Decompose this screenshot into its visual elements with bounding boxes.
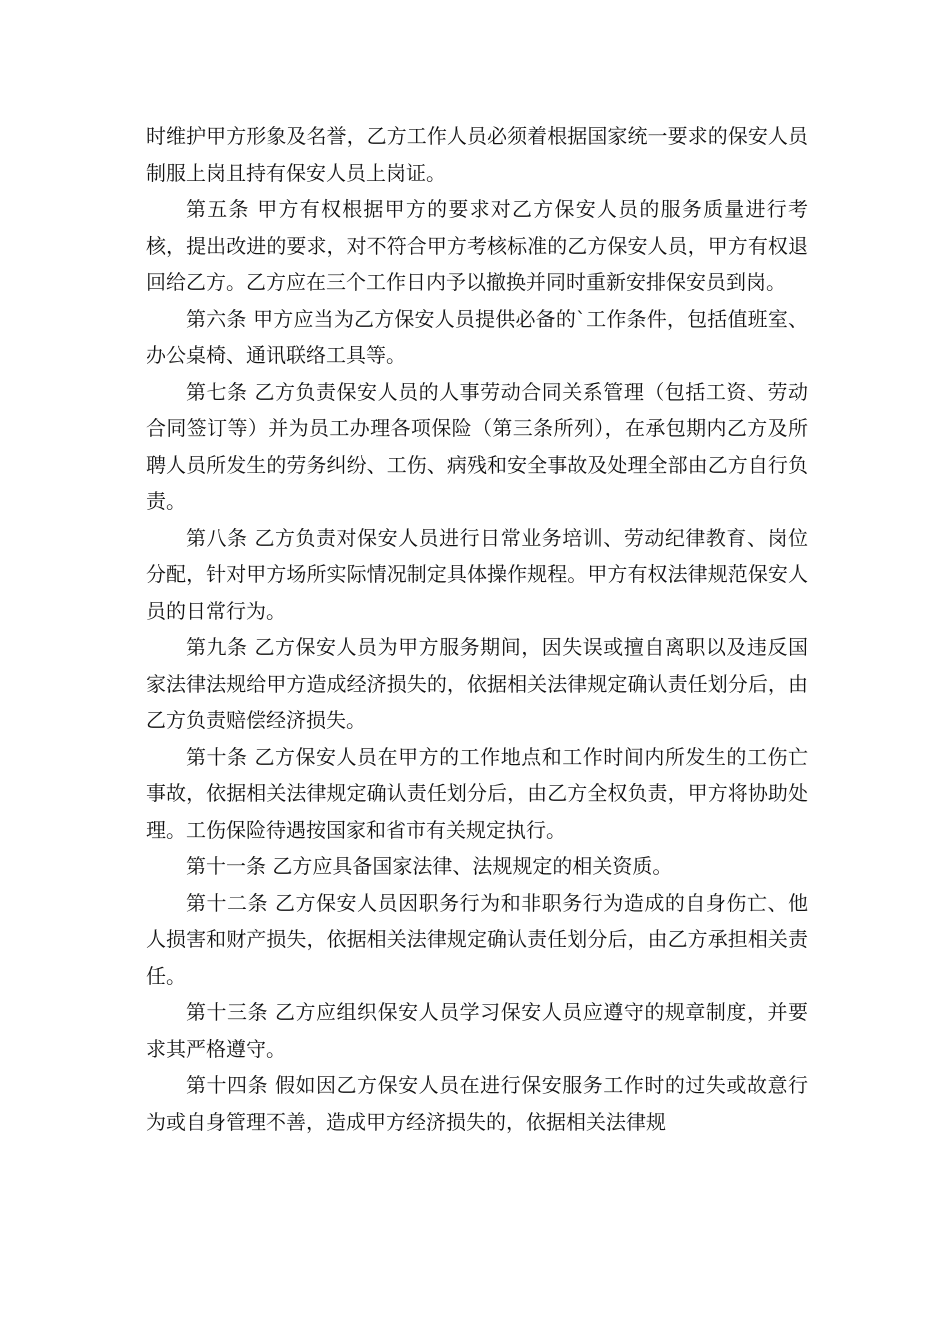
- paragraph-article-14: 第十四条 假如因乙方保安人员在进行保安服务工作时的过失或故意行为或自身管理不善，造成甲方经济损失的，依据相关法律规: [146, 1073, 808, 1134]
- paragraph-article-7: 第七条 乙方负责保安人员的人事劳动合同关系管理（包括工资、劳动合同签订等）并为员工办理各项保险（第三条所列），在承包期内乙方及所聘人员所发生的劳务纠纷、工伤、病残和安全事故及处理全部由乙方自行负责。: [146, 379, 808, 513]
- paragraph-article-13: 第十三条 乙方应组织保安人员学习保安人员应遵守的规章制度，并要求其严格遵守。: [146, 1000, 808, 1061]
- paragraph-article-6: 第六条 甲方应当为乙方保安人员提供必备的`工作条件，包括值班室、办公桌椅、通讯联络工具等。: [146, 306, 808, 367]
- paragraph-article-9: 第九条 乙方保安人员为甲方服务期间，因失误或擅自离职以及违反国家法律法规给甲方造成经济损失的，依据相关法律规定确认责任划分后，由乙方负责赔偿经济损失。: [146, 635, 808, 732]
- paragraph-article-11: 第十一条 乙方应具备国家法律、法规规定的相关资质。: [186, 854, 673, 878]
- paragraph-article-12: 第十二条 乙方保安人员因职务行为和非职务行为造成的自身伤亡、他人损害和财产损失，依据相关法律规定确认责任划分后，由乙方承担相关责任。: [146, 890, 808, 988]
- paragraph-article-5: 第五条 甲方有权根据甲方的要求对乙方保安人员的服务质量进行考核，提出改进的要求，对不符合甲方考核标准的乙方保安人员，甲方有权退回给乙方。乙方应在三个工作日内予以撤换并同时重新安排保安员到岗。: [146, 197, 808, 294]
- paragraph-continuation: 时维护甲方形象及名誉，乙方工作人员必须着根据国家统一要求的保安人员制服上岗且持有保安人员上岗证。: [146, 124, 808, 185]
- paragraph-article-10: 第十条 乙方保安人员在甲方的工作地点和工作时间内所发生的工伤亡事故，依据相关法律规定确认责任划分后，由乙方全权负责，甲方将协助处理。工伤保险待遇按国家和省市有关规定执行。: [146, 744, 808, 842]
- paragraph-article-8: 第八条 乙方负责对保安人员进行日常业务培训、劳动纪律教育、岗位分配，针对甲方场所实际情况制定具体操作规程。甲方有权法律规范保安人员的日常行为。: [146, 525, 808, 623]
- document-body: [146, 118, 808, 1140]
